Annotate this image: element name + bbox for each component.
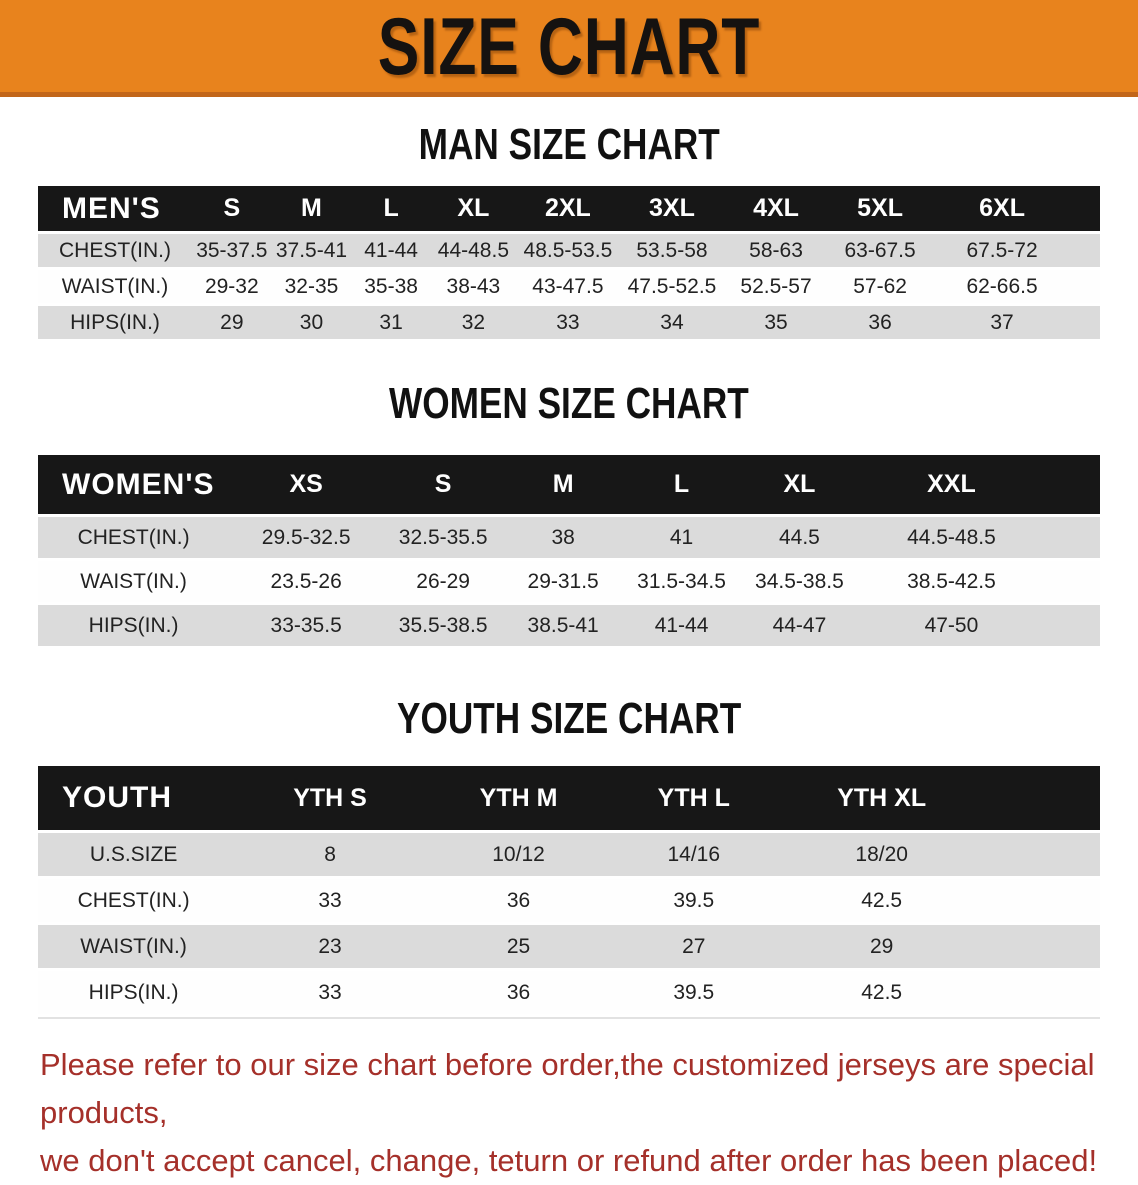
womens-corner-label: WOMEN'S bbox=[38, 455, 229, 514]
table-cell: 23.5-26 bbox=[229, 561, 383, 602]
table-cell: 52.5-57 bbox=[724, 270, 828, 303]
youth-chest-row bbox=[38, 879, 1100, 922]
table-cell: 57-62 bbox=[828, 270, 932, 303]
table-cell: 26-29 bbox=[383, 561, 503, 602]
column-header-s: S bbox=[192, 186, 272, 231]
main-title: SIZE CHART bbox=[377, 0, 761, 92]
table-cell: 33-35.5 bbox=[229, 605, 383, 646]
table-cell: 44-48.5 bbox=[431, 234, 516, 267]
table-cell: 23 bbox=[229, 925, 431, 968]
mens-corner-label: MEN'S bbox=[38, 186, 192, 231]
table-cell: 44.5 bbox=[740, 517, 859, 558]
table-cell: 25 bbox=[431, 925, 606, 968]
table-cell: 30 bbox=[272, 306, 352, 339]
footer-note-line1: Please refer to our size chart before order,the customized jerseys are special products, bbox=[40, 1047, 1095, 1131]
table-cell: 38-43 bbox=[431, 270, 516, 303]
table-cell: 62-66.5 bbox=[932, 270, 1100, 303]
women-section-heading bbox=[0, 379, 1138, 428]
column-header-l: L bbox=[623, 455, 740, 514]
table-cell: 36 bbox=[828, 306, 932, 339]
table-cell: 41 bbox=[623, 517, 740, 558]
column-header-xl: XL bbox=[740, 455, 859, 514]
table-cell: 37.5-41 bbox=[272, 234, 352, 267]
column-header-4xl: 4XL bbox=[724, 186, 828, 231]
row-label: CHEST(IN.) bbox=[38, 879, 229, 922]
column-header-yth-l: YTH L bbox=[606, 766, 781, 830]
footer-note bbox=[40, 1041, 1102, 1185]
table-cell: 8 bbox=[229, 833, 431, 876]
womens-header-row bbox=[38, 455, 1100, 514]
table-cell: 14/16 bbox=[606, 833, 781, 876]
table-cell: 29-32 bbox=[192, 270, 272, 303]
table-cell: 29 bbox=[192, 306, 272, 339]
row-label: WAIST(IN.) bbox=[38, 561, 229, 602]
column-header-xl: XL bbox=[431, 186, 516, 231]
table-cell: 33 bbox=[516, 306, 620, 339]
row-label: HIPS(IN.) bbox=[38, 971, 229, 1014]
row-label: CHEST(IN.) bbox=[38, 517, 229, 558]
table-cell: 38.5-41 bbox=[503, 605, 623, 646]
table-cell: 35.5-38.5 bbox=[383, 605, 503, 646]
table-cell: 29.5-32.5 bbox=[229, 517, 383, 558]
column-header-xxl: XXL bbox=[859, 455, 1100, 514]
table-cell: 38 bbox=[503, 517, 623, 558]
table-cell: 43-47.5 bbox=[516, 270, 620, 303]
size-chart-banner bbox=[0, 0, 1138, 97]
womens-hips-row bbox=[38, 605, 1100, 646]
women-section-heading-text: WOMEN SIZE CHART bbox=[389, 379, 749, 428]
table-cell: 18/20 bbox=[781, 833, 1100, 876]
youth-section-heading bbox=[0, 694, 1138, 743]
table-cell: 35 bbox=[724, 306, 828, 339]
youth-waist-row bbox=[38, 925, 1100, 968]
mens-size-table bbox=[38, 183, 1100, 342]
mens-header-row bbox=[38, 186, 1100, 231]
column-header-6xl: 6XL bbox=[932, 186, 1100, 231]
mens-chest-row bbox=[38, 234, 1100, 267]
womens-chest-row bbox=[38, 517, 1100, 558]
table-cell: 31.5-34.5 bbox=[623, 561, 740, 602]
man-section-heading-text: MAN SIZE CHART bbox=[418, 120, 720, 169]
column-header-yth-s: YTH S bbox=[229, 766, 431, 830]
table-cell: 32.5-35.5 bbox=[383, 517, 503, 558]
table-cell: 10/12 bbox=[431, 833, 606, 876]
table-cell: 32-35 bbox=[272, 270, 352, 303]
mens-hips-row bbox=[38, 306, 1100, 339]
column-header-yth-m: YTH M bbox=[431, 766, 606, 830]
row-label: WAIST(IN.) bbox=[38, 270, 192, 303]
table-cell: 41-44 bbox=[623, 605, 740, 646]
mens-waist-row bbox=[38, 270, 1100, 303]
youth-size-table bbox=[38, 763, 1100, 1019]
table-cell: 39.5 bbox=[606, 971, 781, 1014]
table-cell: 36 bbox=[431, 971, 606, 1014]
row-label: CHEST(IN.) bbox=[38, 234, 192, 267]
column-header-2xl: 2XL bbox=[516, 186, 620, 231]
table-cell: 35-37.5 bbox=[192, 234, 272, 267]
table-cell: 53.5-58 bbox=[620, 234, 724, 267]
table-cell: 36 bbox=[431, 879, 606, 922]
table-cell: 35-38 bbox=[351, 270, 431, 303]
column-header-yth-xl: YTH XL bbox=[781, 766, 1100, 830]
table-cell: 29 bbox=[781, 925, 1100, 968]
table-cell: 48.5-53.5 bbox=[516, 234, 620, 267]
table-cell: 42.5 bbox=[781, 971, 1100, 1014]
table-cell: 37 bbox=[932, 306, 1100, 339]
table-cell: 42.5 bbox=[781, 879, 1100, 922]
row-label: WAIST(IN.) bbox=[38, 925, 229, 968]
table-cell: 44.5-48.5 bbox=[859, 517, 1100, 558]
table-cell: 32 bbox=[431, 306, 516, 339]
youth-hips-row bbox=[38, 971, 1100, 1014]
womens-size-table bbox=[38, 452, 1100, 649]
table-cell: 58-63 bbox=[724, 234, 828, 267]
column-header-xs: XS bbox=[229, 455, 383, 514]
youth-corner-label: YOUTH bbox=[38, 766, 229, 830]
row-label: HIPS(IN.) bbox=[38, 306, 192, 339]
youth-ussize-row bbox=[38, 833, 1100, 876]
table-cell: 41-44 bbox=[351, 234, 431, 267]
table-cell: 63-67.5 bbox=[828, 234, 932, 267]
column-header-m: M bbox=[272, 186, 352, 231]
table-cell: 34.5-38.5 bbox=[740, 561, 859, 602]
table-cell: 44-47 bbox=[740, 605, 859, 646]
table-cell: 47-50 bbox=[859, 605, 1100, 646]
table-cell: 47.5-52.5 bbox=[620, 270, 724, 303]
column-header-3xl: 3XL bbox=[620, 186, 724, 231]
column-header-5xl: 5XL bbox=[828, 186, 932, 231]
column-header-m: M bbox=[503, 455, 623, 514]
column-header-s: S bbox=[383, 455, 503, 514]
table-cell: 39.5 bbox=[606, 879, 781, 922]
footer-note-line2: we don't accept cancel, change, teturn or refund after order has been placed! bbox=[40, 1143, 1098, 1179]
table-cell: 67.5-72 bbox=[932, 234, 1100, 267]
table-cell: 33 bbox=[229, 879, 431, 922]
womens-waist-row bbox=[38, 561, 1100, 602]
table-cell: 29-31.5 bbox=[503, 561, 623, 602]
row-label: HIPS(IN.) bbox=[38, 605, 229, 646]
table-cell: 33 bbox=[229, 971, 431, 1014]
row-label: U.S.SIZE bbox=[38, 833, 229, 876]
column-header-l: L bbox=[351, 186, 431, 231]
table-cell: 34 bbox=[620, 306, 724, 339]
table-cell: 27 bbox=[606, 925, 781, 968]
youth-section-heading-text: YOUTH SIZE CHART bbox=[396, 694, 742, 743]
table-cell: 38.5-42.5 bbox=[859, 561, 1100, 602]
man-section-heading bbox=[0, 120, 1138, 169]
youth-header-row bbox=[38, 766, 1100, 830]
table-cell: 31 bbox=[351, 306, 431, 339]
